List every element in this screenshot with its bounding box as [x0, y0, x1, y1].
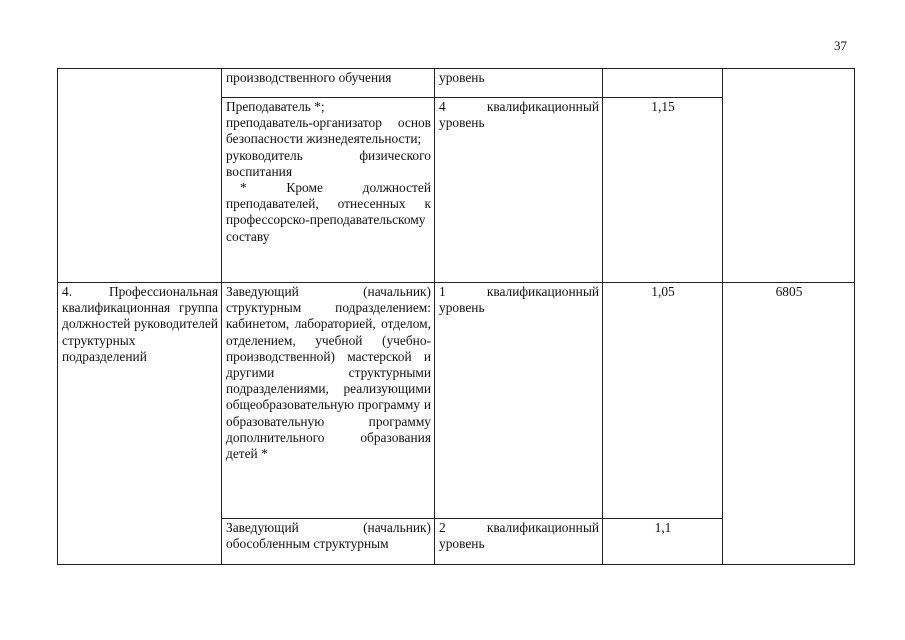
salary-cell	[723, 283, 855, 565]
position-cell	[222, 98, 435, 283]
salary-table	[57, 68, 855, 565]
page-number: 37	[834, 38, 847, 53]
position-text: Преподаватель *; преподаватель-организатор основ безопасности жизнедеятельности; руководитель физического воспитания	[226, 99, 431, 179]
level-cell	[435, 69, 603, 98]
level-cell	[435, 519, 603, 565]
coefficient-cell	[603, 69, 723, 98]
group-cell-empty	[58, 69, 222, 283]
coefficient-text: 1,15	[651, 99, 675, 114]
level-text: 4 квалификационный уровень	[439, 99, 599, 131]
position-text: производственного обучения	[226, 70, 392, 85]
group-text: 4. Профессиональная квалификационная группа должностей руководителей структурных подразделений	[62, 284, 218, 364]
group-cell	[58, 283, 222, 565]
coefficient-cell	[603, 283, 723, 519]
salary-text: 6805	[775, 284, 803, 299]
coefficient-cell	[603, 98, 723, 283]
coefficient-cell	[603, 519, 723, 565]
level-cell	[435, 283, 603, 519]
table-row	[58, 283, 855, 519]
coefficient-text: 1,05	[651, 284, 675, 299]
position-note: * Кроме должностей преподавателей, отнесенных к профессорско-преподавательскому составу	[226, 180, 431, 244]
position-cell	[222, 519, 435, 565]
position-text: Заведующий (начальник) обособленным структурным	[226, 520, 431, 552]
position-cell	[222, 69, 435, 98]
salary-cell-empty	[723, 69, 855, 283]
level-text: 2 квалификационный уровень	[439, 520, 599, 552]
position-cell	[222, 283, 435, 519]
level-text: 1 квалификационный уровень	[439, 284, 599, 316]
position-text: Заведующий (начальник) структурным подразделением: кабинетом, лабораторией, отделом, отделением, учебной (учебно-производственной) мастерской и другими структурными подразделениями, реализующими общеобразовательную программу и образовательную программу дополнительного образования детей *	[226, 284, 431, 462]
coefficient-text: 1,1	[654, 520, 672, 535]
table-row	[58, 69, 855, 98]
level-cell	[435, 98, 603, 283]
level-text: уровень	[439, 70, 485, 85]
